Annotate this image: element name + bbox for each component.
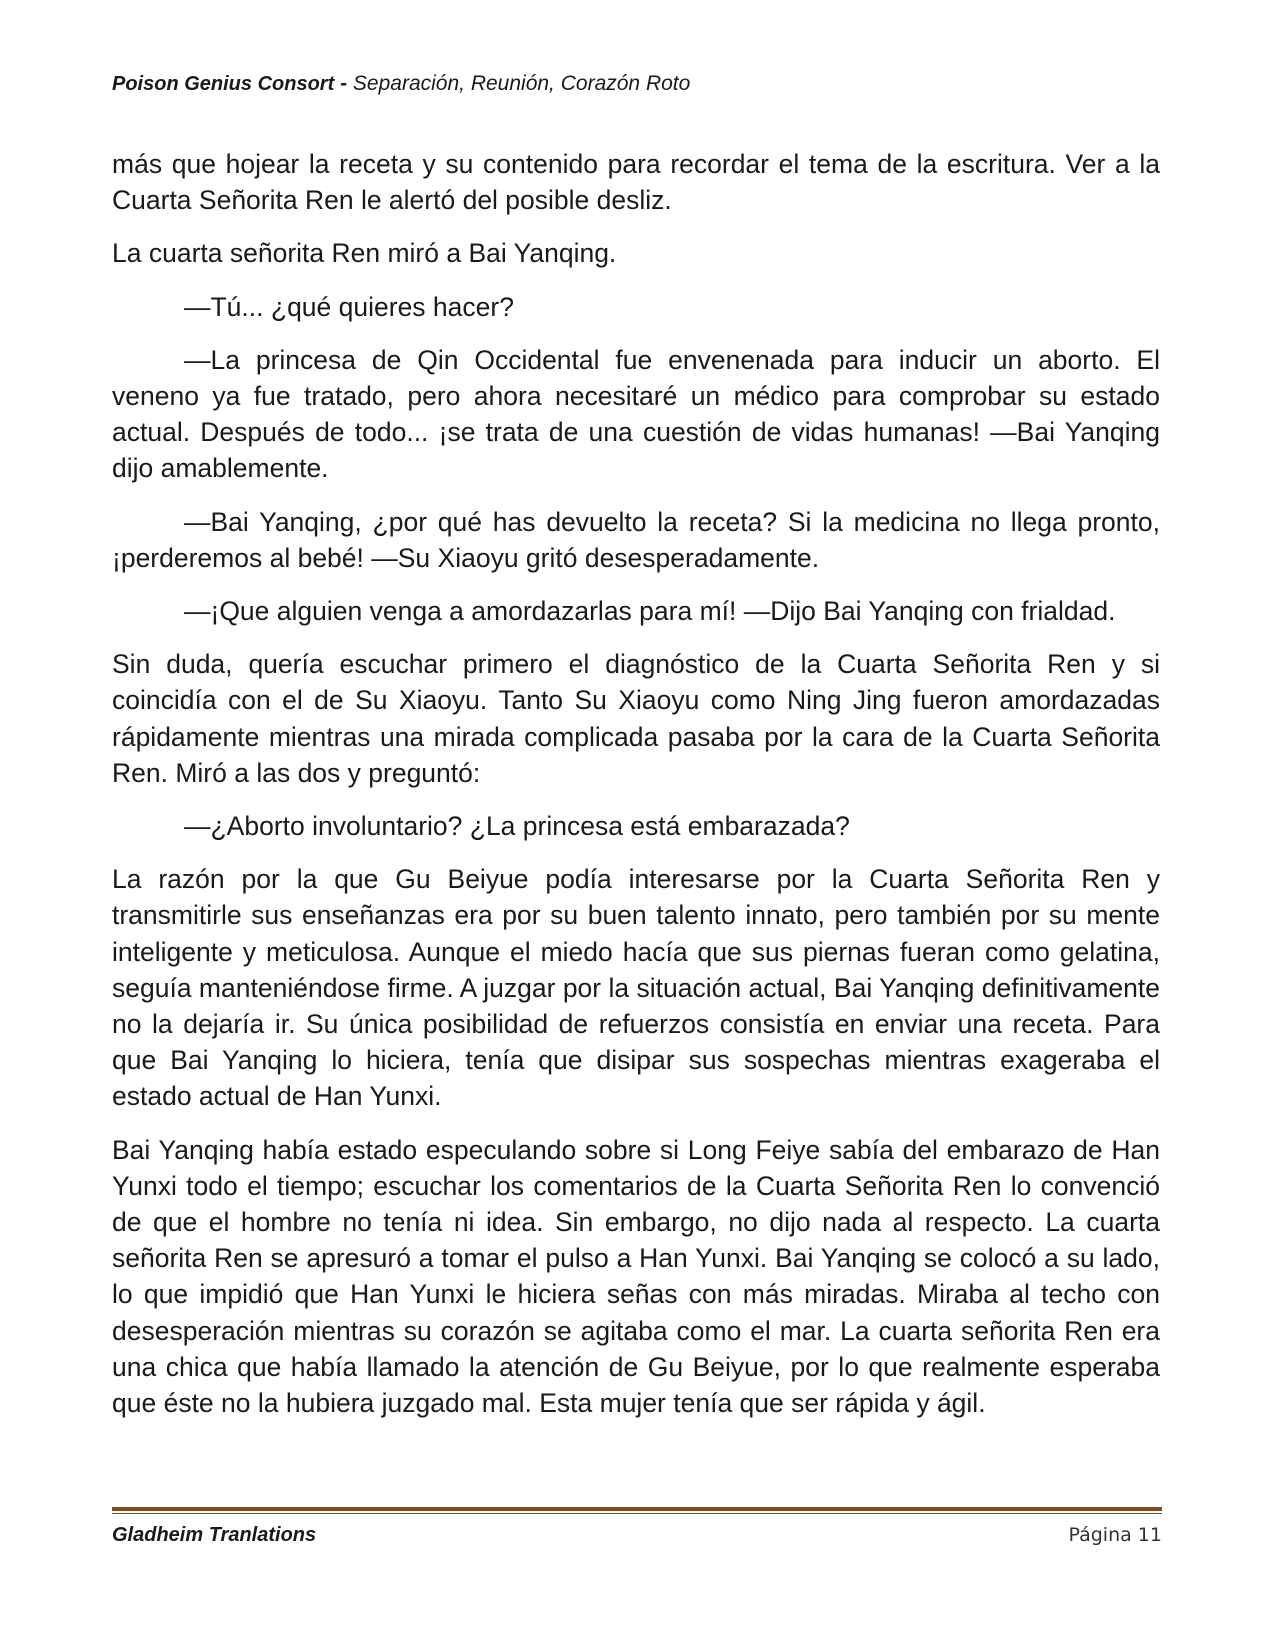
footer-rule-thick: [112, 1507, 1162, 1511]
page-number: Página 11: [1068, 1524, 1162, 1546]
paragraph: Sin duda, quería escuchar primero el diagnóstico de la Cuarta Señorita Ren y si coincidía con el de Su Xiaoyu. Tanto Su Xiaoyu como Ning Jing fueron amordazadas rápidamente mientras una mirada complicada pasaba por la cara de la Cuarta Señorita Ren. Miró a las dos y preguntó:: [112, 649, 1160, 788]
header-separator: -: [334, 72, 353, 95]
paragraph: La cuarta señorita Ren miró a Bai Yanqing.: [112, 238, 617, 269]
paragraph: más que hojear la receta y su contenido para recordar el tema de la escritura. Ver a la Cuarta Señorita Ren le alertó del posible desliz.: [112, 149, 1160, 216]
paragraph: —¿Aborto involuntario? ¿La princesa está embarazada?: [184, 811, 850, 842]
series-title: Poison Genius Consort: [112, 73, 335, 95]
footer-credit: Gladheim Tranlations: [112, 1524, 317, 1546]
paragraph: —Bai Yanqing, ¿por qué has devuelto la receta? Si la medicina no llega pronto, ¡perderemos al bebé! —Su Xiaoyu gritó desesperadamente.: [112, 506, 1160, 573]
footer-rule-thin: [112, 1513, 1162, 1514]
chapter-title: Separación, Reunión, Corazón Roto: [352, 72, 691, 95]
footer-rule: [112, 1507, 1162, 1514]
paragraph: La razón por la que Gu Beiyue podía interesarse por la Cuarta Señorita Ren y transmitirle sus enseñanzas era por su buen talento innato, pero también por su mente inteligente y meticulosa. Aunque el miedo hacía que sus piernas fueran como gelatina, seguía manteniéndose firme. A juzgar por la situación actual, Bai Yanqing definitivamente no la dejaría ir. Su única posibilidad de refuerzos consistía en enviar una receta. Para que Bai Yanqing lo hiciera, tenía que disipar sus sospechas mientras exageraba el estado actual de Han Yunxi.: [112, 864, 1160, 1112]
page-header: [112, 72, 1162, 96]
paragraph: —La princesa de Qin Occidental fue envenenada para inducir un aborto. El veneno ya fue tratado, pero ahora necesitaré un médico para comprobar su estado actual. Después de todo... ¡se trata de una cuestión de vidas humanas! —Bai Yanqing dijo amablemente.: [112, 344, 1160, 484]
paragraph: Bai Yanqing había estado especulando sobre si Long Feiye sabía del embarazo de Han Yunxi todo el tiempo; escuchar los comentarios de la Cuarta Señorita Ren lo convenció de que el hombre no tenía ni idea. Sin embargo, no dijo nada al respecto. La cuarta señorita Ren se apresuró a tomar el pulso a Han Yunxi. Bai Yanqing se colocó a su lado, lo que impidió que Han Yunxi le hiciera señas con más miradas. Miraba al techo con desesperación mientras su corazón se agitaba como el mar. La cuarta señorita Ren era una chica que había llamado la atención de Gu Beiyue, por lo que realmente esperaba que éste no la hubiera juzgado mal. Esta mujer tenía que ser rápida y ágil.: [112, 1134, 1160, 1419]
paragraph: —¡Que alguien venga a amordazarlas para mí! —Dijo Bai Yanqing con frialdad.: [184, 596, 1116, 627]
body-text: [112, 146, 1160, 1438]
paragraph: —Tú... ¿qué quieres hacer?: [184, 291, 514, 322]
